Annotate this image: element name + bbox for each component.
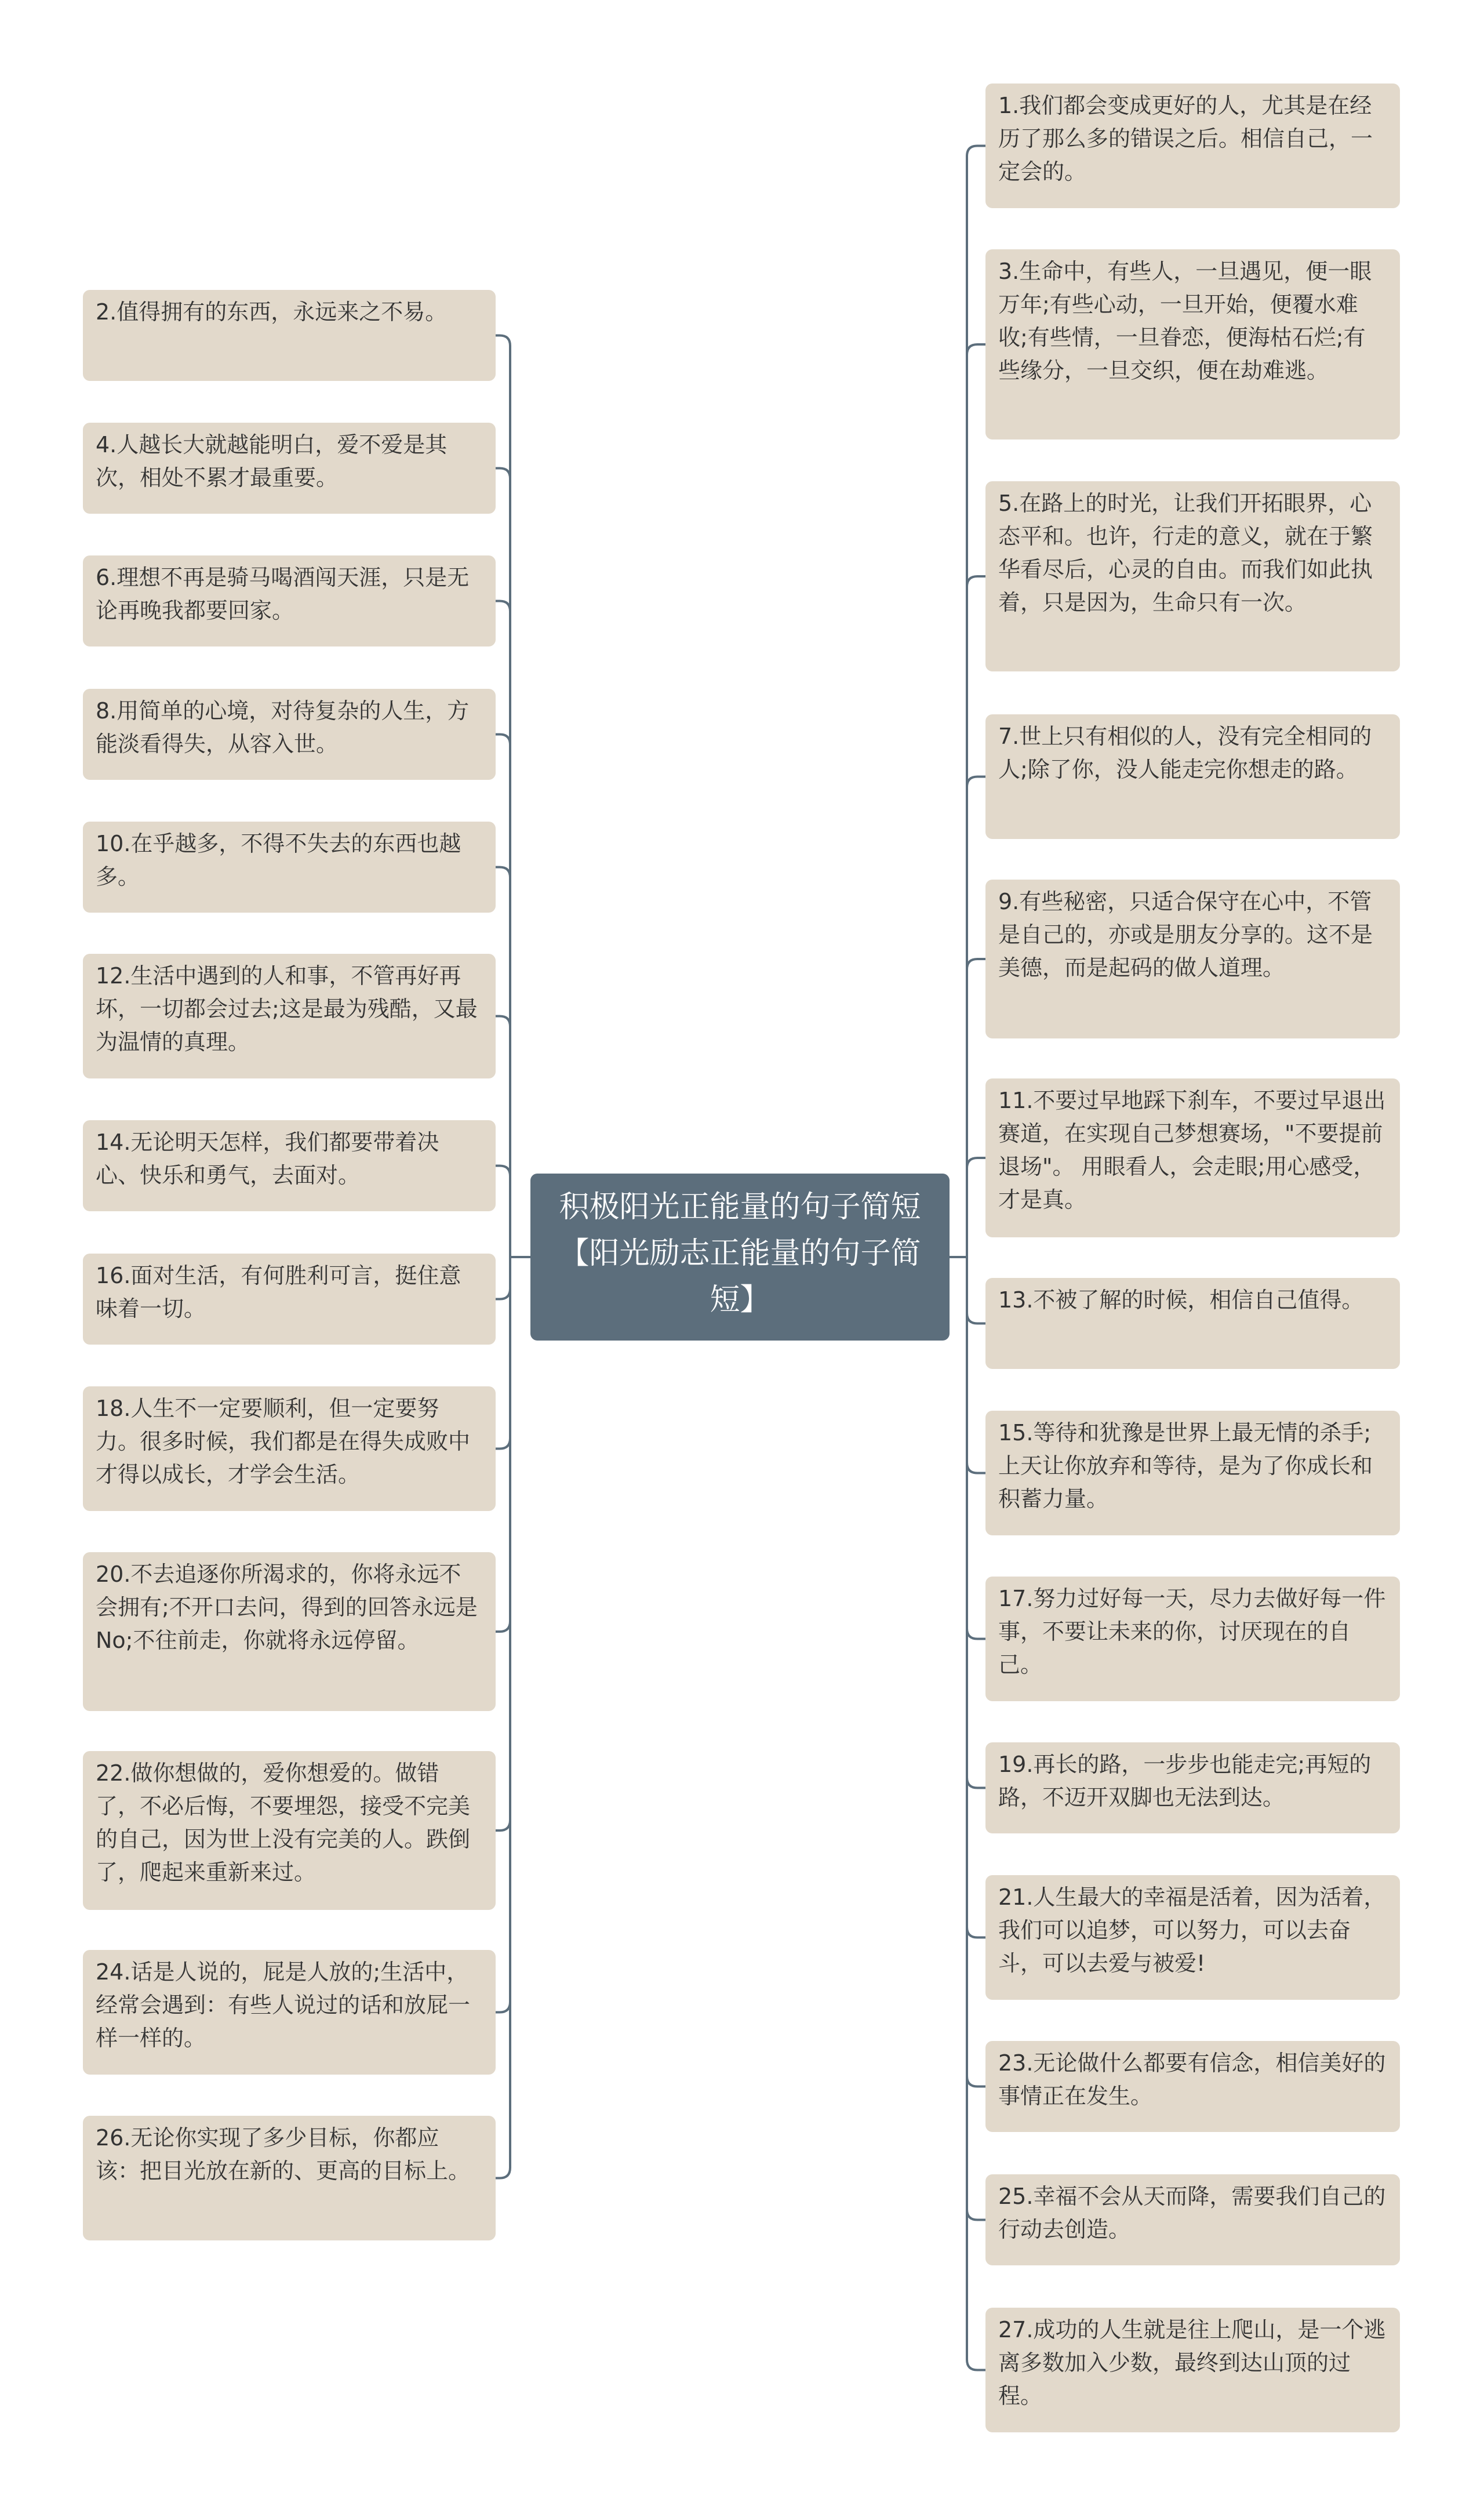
right-link-9 bbox=[967, 1257, 985, 1788]
left-node-4[interactable]: 4.人越长大就越能明白，爱不爱是其次，相处不累才最重要。 bbox=[83, 423, 496, 514]
left-node-24[interactable]: 24.话是人说的，屁是人放的;生活中，经常会遇到：有些人说过的话和放屁一样一样的。 bbox=[83, 1950, 496, 2075]
right-link-8 bbox=[967, 1257, 985, 1639]
right-node-13[interactable]: 13.不被了解的时候，相信自己值得。 bbox=[985, 1278, 1400, 1369]
right-node-7[interactable]: 7.世上只有相似的人，没有完全相同的人;除了你，没人能走完你想走的路。 bbox=[985, 714, 1400, 839]
right-link-10 bbox=[967, 1257, 985, 1938]
left-link-3 bbox=[496, 735, 510, 1258]
right-node-1[interactable]: 1.我们都会变成更好的人，尤其是在经历了那么多的错误之后。相信自己，一定会的。 bbox=[985, 83, 1400, 208]
right-node-19[interactable]: 19.再长的路，一步步也能走完;再短的路，不迈开双脚也无法到达。 bbox=[985, 1742, 1400, 1833]
right-link-12 bbox=[967, 1257, 985, 2220]
left-link-8 bbox=[496, 1257, 510, 1449]
right-link-6 bbox=[967, 1257, 985, 1324]
right-node-15[interactable]: 15.等待和犹豫是世界上最无情的杀手;上天让你放弃和等待，是为了你成长和积蓄力量。 bbox=[985, 1411, 1400, 1535]
left-link-6 bbox=[496, 1166, 510, 1258]
left-link-2 bbox=[496, 601, 510, 1258]
left-link-12 bbox=[496, 1257, 510, 2178]
right-node-25[interactable]: 25.幸福不会从天而降，需要我们自己的行动去创造。 bbox=[985, 2174, 1400, 2265]
right-link-3 bbox=[967, 777, 985, 1258]
right-node-17[interactable]: 17.努力过好每一天，尽力去做好每一件事，不要让未来的你，讨厌现在的自己。 bbox=[985, 1577, 1400, 1701]
left-link-4 bbox=[496, 867, 510, 1258]
right-node-3[interactable]: 3.生命中，有些人，一旦遇见，便一眼万年;有些心动，一旦开始，便覆水难收;有些情，一旦眷恋，便海枯石烂;有些缘分，一旦交织，便在劫难逃。 bbox=[985, 249, 1400, 440]
left-node-6[interactable]: 6.理想不再是骑马喝酒闯天涯，只是无论再晚我都要回家。 bbox=[83, 555, 496, 646]
left-node-20[interactable]: 20.不去追逐你所渴求的，你将永远不会拥有;不开口去问，得到的回答永远是No;不往前走，你就将永远停留。 bbox=[83, 1552, 496, 1711]
left-link-0 bbox=[496, 336, 510, 1258]
right-link-1 bbox=[967, 344, 985, 1257]
left-node-12[interactable]: 12.生活中遇到的人和事，不管再好再坏，一切都会过去;这是最为残酷，又最为温情的真理。 bbox=[83, 954, 496, 1078]
right-node-5[interactable]: 5.在路上的时光，让我们开拓眼界，心态平和。也许，行走的意义，就在于繁华看尽后，心灵的自由。而我们如此执着，只是因为，生命只有一次。 bbox=[985, 481, 1400, 671]
right-node-27[interactable]: 27.成功的人生就是往上爬山，是一个逃离多数加入少数，最终到达山顶的过程。 bbox=[985, 2308, 1400, 2432]
left-node-18[interactable]: 18.人生不一定要顺利，但一定要努力。很多时候，我们都是在得失成败中才得以成长，才学会生活。 bbox=[83, 1386, 496, 1511]
right-link-7 bbox=[967, 1257, 985, 1473]
right-node-23[interactable]: 23.无论做什么都要有信念，相信美好的事情正在发生。 bbox=[985, 2041, 1400, 2132]
right-node-9[interactable]: 9.有些秘密，只适合保守在心中，不管是自己的，亦或是朋友分享的。这不是美德，而是起码的做人道理。 bbox=[985, 880, 1400, 1038]
left-link-11 bbox=[496, 1257, 510, 2013]
left-node-14[interactable]: 14.无论明天怎样，我们都要带着决心、快乐和勇气，去面对。 bbox=[83, 1120, 496, 1211]
right-link-4 bbox=[967, 959, 985, 1257]
left-link-5 bbox=[496, 1016, 510, 1258]
left-link-10 bbox=[496, 1257, 510, 1830]
right-link-2 bbox=[967, 576, 985, 1257]
right-node-11[interactable]: 11.不要过早地踩下刹车，不要过早退出赛道，在实现自己梦想赛场，"不要提前退场"。 用眼看人，会走眼;用心感受，才是真。 bbox=[985, 1078, 1400, 1237]
central-topic[interactable]: 积极阳光正能量的句子简短【阳光励志正能量的句子简短】 bbox=[530, 1174, 950, 1341]
left-node-10[interactable]: 10.在乎越多，不得不失去的东西也越多。 bbox=[83, 822, 496, 913]
left-node-22[interactable]: 22.做你想做的，爱你想爱的。做错了，不必后悔，不要埋怨，接受不完美的自己，因为世上没有完美的人。跌倒了，爬起来重新来过。 bbox=[83, 1751, 496, 1910]
right-link-0 bbox=[967, 146, 985, 1258]
left-node-2[interactable]: 2.值得拥有的东西，永远来之不易。 bbox=[83, 290, 496, 381]
right-link-11 bbox=[967, 1257, 985, 2087]
right-link-5 bbox=[967, 1158, 985, 1257]
right-node-21[interactable]: 21.人生最大的幸福是活着，因为活着，我们可以追梦，可以努力，可以去奋斗，可以去爱与被爱! bbox=[985, 1875, 1400, 2000]
left-link-7 bbox=[496, 1257, 510, 1299]
left-node-16[interactable]: 16.面对生活，有何胜利可言，挺住意味着一切。 bbox=[83, 1254, 496, 1345]
left-node-26[interactable]: 26.无论你实现了多少目标，你都应该：把目光放在新的、更高的目标上。 bbox=[83, 2116, 496, 2240]
left-node-8[interactable]: 8.用简单的心境，对待复杂的人生，方能淡看得失，从容入世。 bbox=[83, 689, 496, 780]
right-link-13 bbox=[967, 1257, 985, 2370]
left-link-1 bbox=[496, 468, 510, 1258]
